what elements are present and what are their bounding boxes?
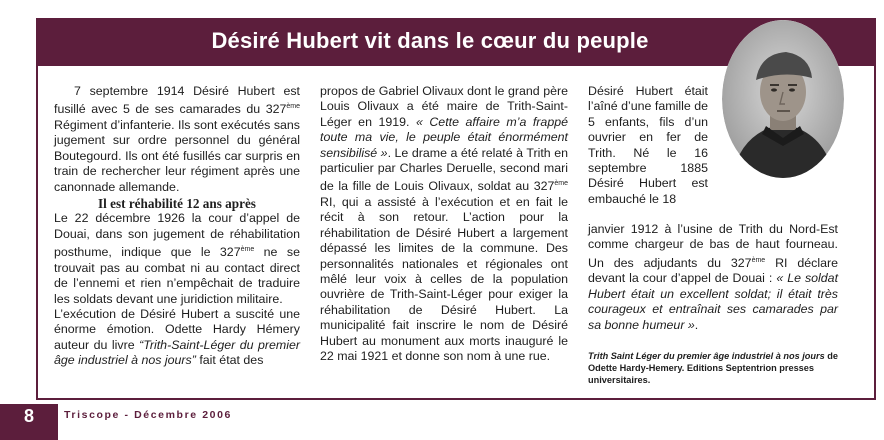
text: propos de Gabriel Olivaux dont le grand père Louis Olivaux a été maire de Trith-Saint-Léger en 1919. (320, 84, 568, 129)
superscript: ème (751, 256, 766, 264)
caption-text: de Odette Hardy-Hemery. Editions Septentrion presses universitaires. (588, 351, 838, 385)
paragraph-execution (54, 84, 300, 195)
text: 7 septembre 1914 Désiré Hubert est fusillé avec 5 de ses camarades du 327 (54, 84, 300, 117)
quote: « Le soldat Hubert était un excellent soldat; il était très courageux et entraînait ses camarades par sa bonne humeur » (588, 271, 839, 332)
soldier-portrait-image (722, 20, 844, 178)
text: . Le drame a été relaté à Trith en particulier par Charles Deruelle, second mari de la fille de Louis Olivaux, soldat au 327 (320, 145, 568, 194)
text: RI déclare devant la cour d’appel de Douai : (588, 255, 838, 286)
text: RI, qui a assisté à l’exécution et en fait le récit à son retour. L’action pour la réhabilitation de Désiré Hubert a largement dépassé les limites de la commune. Des personnalités nationales et régionales ont mêlé leur voix à celles de la population ouvrière de Trith-Saint-Léger pour exiger la réhabilitation de Désiré Hubert. La municipalité fait inscrire le nom de Désiré Hubert au monument aux morts inauguré le 22 mai 1921 et donne son nom à une rue. (320, 194, 568, 364)
paragraph-biography-continued (588, 222, 838, 333)
text: ne se trouvait pas au combat ni au contact direct de l’ennemi et rien n’empêchait de traduire les soldats devant une juridiction militaire. (54, 245, 300, 306)
article-column-3-top (588, 84, 708, 207)
paragraph-rehabilitation (54, 211, 300, 307)
text: fait état des (195, 353, 264, 368)
paragraph-biography: Désiré Hubert était l’aîné d’une famille de 5 enfants, fils d’un ouvrier en fer de Trith. Né le 16 septembre 1885 Désiré Hubert est embauché le 18 (588, 84, 708, 206)
book-title: “Trith-Saint-Léger du premier âge industriel à nos jours” (54, 337, 300, 368)
paragraph-emotion (54, 307, 300, 369)
superscript: ème (554, 180, 568, 188)
article-title: Désiré Hubert vit dans le cœur du peuple (211, 28, 649, 53)
text: Le 22 décembre 1926 la cour d’appel de Douai, dans son jugement de réhabilitation posthume, indique que le 327 (54, 211, 300, 260)
text: Régiment d’infanterie. Ils sont exécutés sans jugement sur ordre personnel du général Boutegourd. Ils ont été fusillés car surpris en train de rechercher leur régiment après une canonnade allemande. (54, 117, 300, 194)
quote: « Cette affaire m’a frappé toute ma vie, le peuple était énormément sensibilisé » (320, 114, 568, 160)
superscript: ème (286, 103, 300, 111)
portrait-photo (722, 20, 844, 178)
text: janvier 1912 à l’usine de Trith du Nord-Est comme chargeur de bas de haut fourneau. Un des adjudants du 327 (588, 222, 838, 270)
source-caption (588, 350, 838, 386)
page-number: 8 (0, 404, 58, 440)
superscript: ème (240, 246, 255, 254)
caption-book-title: Trith Saint Léger du premier âge industriel à nos jours (588, 351, 825, 361)
article-column-3-bottom (588, 222, 838, 333)
article-column-2 (320, 84, 568, 364)
paragraph-testimony (320, 84, 568, 364)
publication-footer: Triscope - Décembre 2006 (64, 409, 232, 421)
subheading-rehabilitation: Il est réhabilité 12 ans après (98, 195, 256, 211)
text: L’exécution de Désiré Hubert a suscité une énorme émotion. Odette Hardy Hémery auteur du livre (54, 306, 300, 352)
text: . (694, 317, 699, 332)
article-column-1 (54, 84, 300, 369)
